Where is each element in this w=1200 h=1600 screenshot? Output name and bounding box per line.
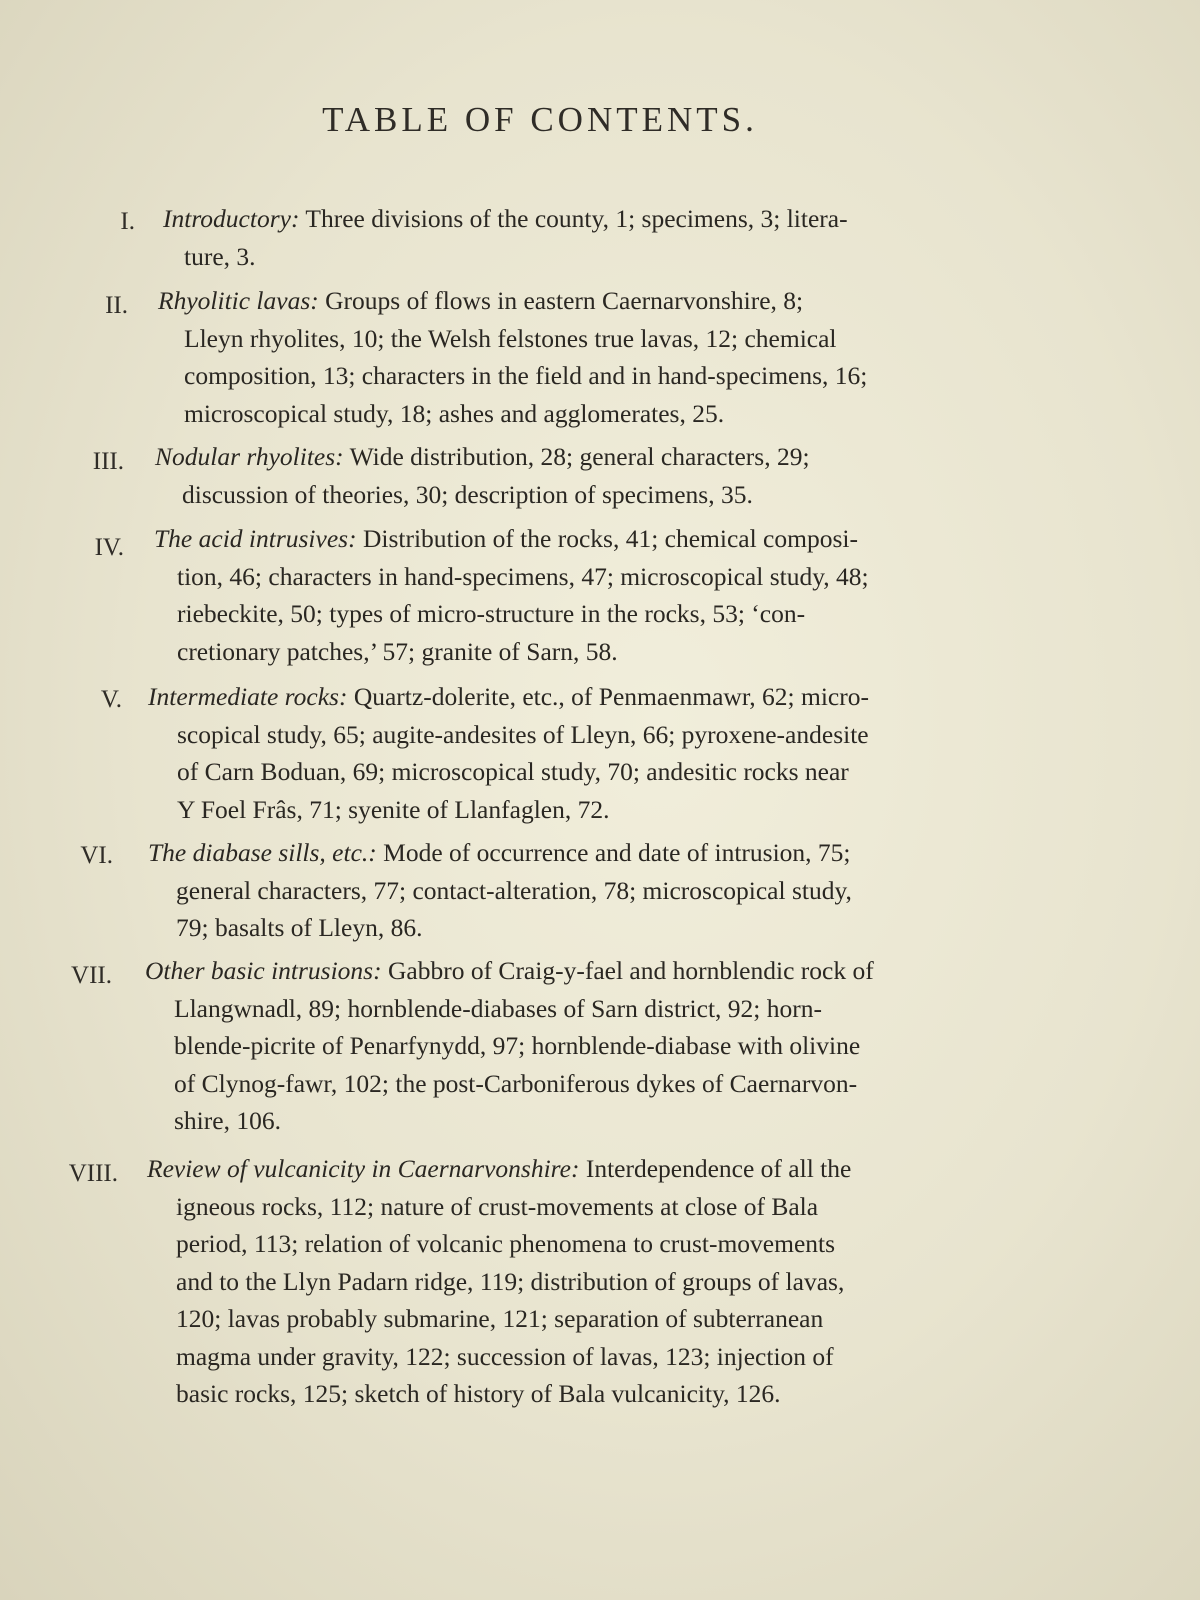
- summary-line: shire, 106.: [174, 1106, 281, 1135]
- summary-line: general characters, 77; contact-alteration, 78; microscopical study,: [176, 875, 852, 905]
- summary-text: Three divisions of the county, 1; specimens, 3; litera-: [305, 204, 848, 233]
- page-title: TABLE OF CONTENTS.: [322, 100, 758, 139]
- chapter-summary: [145, 952, 1049, 1140]
- chapter-topic: Review of vulcanicity in Caernarvonshire:: [147, 1154, 580, 1183]
- summary-line: [158, 282, 1022, 320]
- summary-line: [154, 520, 1039, 558]
- summary-line: ture, 3.: [184, 241, 256, 271]
- chapter-topic: Rhyolitic lavas:: [158, 286, 319, 315]
- chapter-numeral: III.: [92, 448, 124, 475]
- chapter-numeral: V.: [100, 686, 122, 713]
- summary-line: 120; lavas probably submarine, 121; separation of subterranean: [176, 1304, 824, 1333]
- chapter-topic: Other basic intrusions:: [145, 956, 382, 985]
- chapter-topic: Intermediate rocks:: [148, 682, 348, 711]
- chapter-numeral: I.: [120, 208, 135, 235]
- chapter-numeral: II.: [105, 292, 128, 319]
- summary-line: discussion of theories, 30; description of specimens, 35.: [182, 479, 753, 509]
- chapter-numeral: VII.: [71, 962, 112, 989]
- summary-line: [145, 952, 1049, 990]
- summary-text: Mode of occurrence and date of intrusion, 75;: [383, 838, 851, 867]
- chapter-topic: Introductory:: [163, 204, 300, 233]
- summary-text: Wide distribution, 28; general characters, 29;: [349, 442, 810, 471]
- summary-line: Llangwnadl, 89; hornblende-diabases of Sarn district, 92; horn-: [174, 993, 822, 1023]
- chapter-topic: The acid intrusives:: [154, 524, 357, 553]
- summary-text: Distribution of the rocks, 41; chemical composi-: [362, 524, 858, 553]
- chapter-numeral: VIII.: [68, 1160, 118, 1187]
- summary-line: [155, 438, 1030, 476]
- summary-line: [148, 678, 1045, 716]
- summary-line: period, 113; relation of volcanic phenomena to crust-movements: [176, 1229, 836, 1258]
- chapter-summary: [158, 282, 1022, 432]
- summary-line: tion, 46; characters in hand-specimens, 47; microscopical study, 48;: [177, 561, 869, 591]
- chapter-numeral: IV.: [94, 534, 124, 561]
- summary-line: of Carn Boduan, 69; microscopical study, 70; andesitic rocks near: [177, 757, 849, 786]
- chapter-summary: [148, 834, 1048, 947]
- summary-line: scopical study, 65; augite-andesites of Lleyn, 66; pyroxene-andesite: [177, 719, 869, 749]
- summary-line: [148, 834, 1048, 872]
- summary-line: igneous rocks, 112; nature of crust-movements at close of Bala: [176, 1191, 819, 1221]
- summary-line: Y Foel Frâs, 71; syenite of Llanfaglen, 72.: [177, 794, 610, 824]
- chapter-summary: [147, 1150, 1051, 1413]
- summary-line: 79; basalts of Lleyn, 86.: [176, 913, 423, 942]
- summary-text: Gabbro of Craig-y-fael and hornblendic rock of: [387, 956, 874, 985]
- summary-line: composition, 13; characters in the field and in hand-specimens, 16;: [184, 361, 868, 390]
- summary-line: and to the Llyn Padarn ridge, 119; distribution of groups of lavas,: [176, 1266, 845, 1296]
- chapter-summary: [148, 678, 1045, 828]
- summary-line: microscopical study, 18; ashes and agglomerates, 25.: [184, 398, 725, 428]
- chapter-numeral: VI.: [80, 842, 113, 869]
- chapter-topic: Nodular rhyolites:: [155, 442, 344, 471]
- summary-line: blende-picrite of Penarfynydd, 97; hornblende-diabase with olivine: [174, 1031, 861, 1060]
- summary-line: basic rocks, 125; sketch of history of Bala vulcanicity, 126.: [176, 1379, 781, 1408]
- summary-line: cretionary patches,’ 57; granite of Sarn, 58.: [177, 636, 618, 666]
- chapter-summary: [155, 438, 1030, 513]
- summary-line: of Clynog-fawr, 102; the post-Carboniferous dykes of Caernarvon-: [174, 1068, 858, 1098]
- summary-line: magma under gravity, 122; succession of lavas, 123; injection of: [176, 1341, 834, 1371]
- summary-text: Quartz-dolerite, etc., of Penmaenmawr, 62; micro-: [353, 682, 869, 711]
- summary-line: [163, 200, 1019, 238]
- chapter-summary: [154, 520, 1039, 670]
- summary-text: Interdependence of all the: [585, 1154, 852, 1183]
- summary-line: riebeckite, 50; types of micro-structure in the rocks, 53; ‘con-: [177, 599, 806, 628]
- chapter-topic: The diabase sills, etc.:: [148, 838, 377, 867]
- chapter-summary: [163, 200, 1019, 275]
- summary-line: [147, 1150, 1051, 1188]
- summary-text: Groups of flows in eastern Caernarvonshire, 8;: [325, 286, 804, 315]
- summary-line: Lleyn rhyolites, 10; the Welsh felstones true lavas, 12; chemical: [184, 323, 837, 353]
